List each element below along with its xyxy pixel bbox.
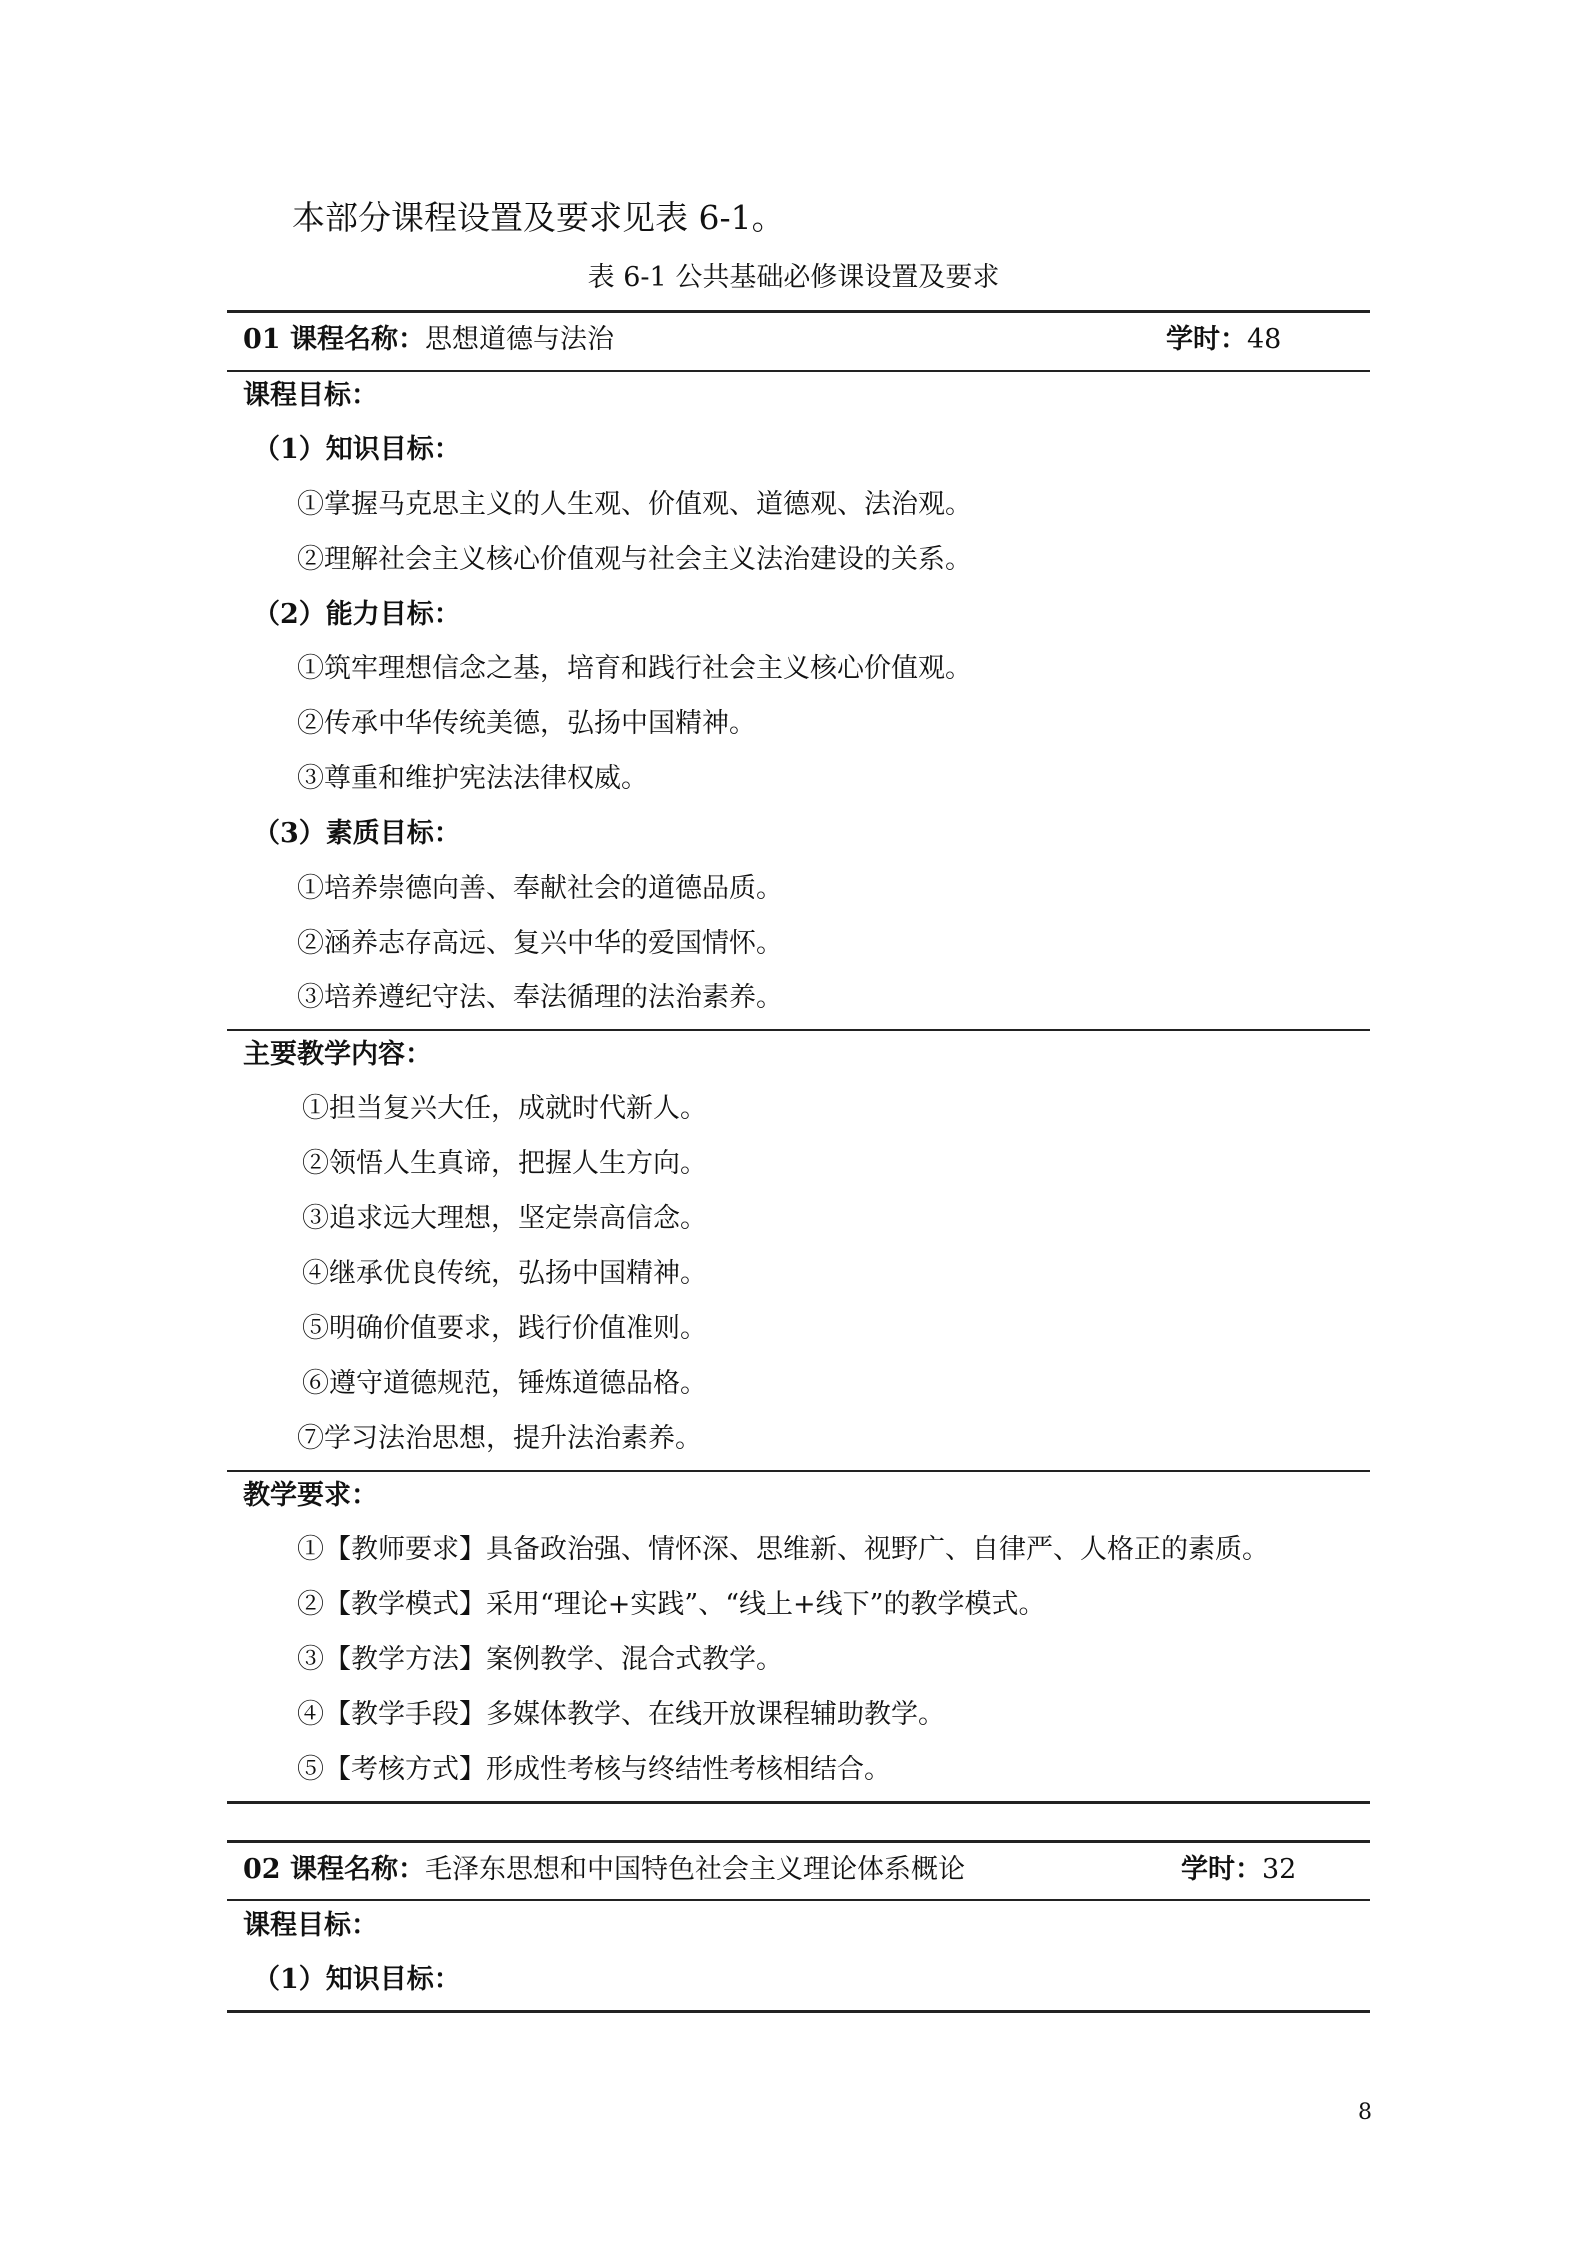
course1-name-label: 01 课程名称： <box>243 324 425 355</box>
list-item: ⑥遵守道德规范，锤炼道德品格。 <box>302 1368 707 1399</box>
course2-name: 毛泽东思想和中国特色社会主义理论体系概论 <box>424 1854 965 1885</box>
row-divider <box>227 1029 1370 1031</box>
course2-hours-value: 32 <box>1262 1854 1297 1885</box>
course1-hours-value: 48 <box>1247 324 1282 355</box>
list-item: ③追求远大理想，坚定崇高信念。 <box>302 1203 707 1234</box>
table-bottom-rule <box>227 2010 1370 2013</box>
list-item: ④【教学手段】多媒体教学、在线开放课程辅助教学。 <box>297 1699 945 1730</box>
course1-hours <box>1166 317 1281 356</box>
list-item: ②理解社会主义核心价值观与社会主义法治建设的关系。 <box>297 544 972 575</box>
course1-title <box>243 317 614 356</box>
course2-name-label: 02 课程名称： <box>243 1854 425 1885</box>
list-item: ③【教学方法】案例教学、混合式教学。 <box>297 1644 783 1675</box>
list-item: ②涵养志存高远、复兴中华的爱国情怀。 <box>297 928 783 959</box>
course1-hours-label: 学时： <box>1166 324 1247 355</box>
table-bottom-rule <box>227 1801 1370 1804</box>
list-item: ①筑牢理想信念之基，培育和践行社会主义核心价值观。 <box>297 653 972 684</box>
course1-knowledge-heading: （1）知识目标： <box>253 434 461 465</box>
list-item: ③培养遵纪守法、奉法循理的法治素养。 <box>297 982 783 1013</box>
list-item: ⑤【考核方式】形成性考核与终结性考核相结合。 <box>297 1754 891 1785</box>
list-item: ①担当复兴大任，成就时代新人。 <box>302 1093 707 1124</box>
table-top-rule <box>227 1840 1370 1843</box>
table-top-rule <box>227 310 1370 313</box>
list-item: ②领悟人生真谛，把握人生方向。 <box>302 1148 707 1179</box>
course2-hours <box>1181 1847 1296 1886</box>
list-item: ⑦学习法治思想，提升法治素养。 <box>297 1423 702 1454</box>
course2-goals-heading: 课程目标： <box>243 1910 378 1941</box>
list-item: ③尊重和维护宪法法律权威。 <box>297 763 648 794</box>
list-item: ①培养崇德向善、奉献社会的道德品质。 <box>297 873 783 904</box>
row-divider <box>227 370 1370 372</box>
list-item: ④继承优良传统，弘扬中国精神。 <box>302 1258 707 1289</box>
course1-content-heading: 主要教学内容： <box>243 1039 432 1070</box>
list-item: ①【教师要求】具备政治强、情怀深、思维新、视野广、自律严、人格正的素质。 <box>297 1534 1269 1565</box>
course1-ability-heading: （2）能力目标： <box>253 599 461 630</box>
intro-text: 本部分课程设置及要求见表 6-1。 <box>292 198 785 237</box>
page-number: 8 <box>1358 2100 1372 2125</box>
course1-quality-heading: （3）素质目标： <box>253 818 461 849</box>
course2-title <box>243 1847 965 1886</box>
course1-name: 思想道德与法治 <box>424 324 614 355</box>
list-item: ②传承中华传统美德，弘扬中国精神。 <box>297 708 756 739</box>
list-item: ①掌握马克思主义的人生观、价值观、道德观、法治观。 <box>297 489 972 520</box>
course2-knowledge-heading: （1）知识目标： <box>253 1964 461 1995</box>
row-divider <box>227 1899 1370 1901</box>
list-item: ②【教学模式】采用“理论+实践”、“线上+线下”的教学模式。 <box>297 1589 1046 1620</box>
course1-goals-heading: 课程目标： <box>243 380 378 411</box>
list-item: ⑤明确价值要求，践行价值准则。 <box>302 1313 707 1344</box>
course2-hours-label: 学时： <box>1181 1854 1262 1885</box>
row-divider <box>227 1470 1370 1472</box>
table-caption: 表 6-1 公共基础必修课设置及要求 <box>587 262 1000 293</box>
course1-req-heading: 教学要求： <box>243 1480 378 1511</box>
